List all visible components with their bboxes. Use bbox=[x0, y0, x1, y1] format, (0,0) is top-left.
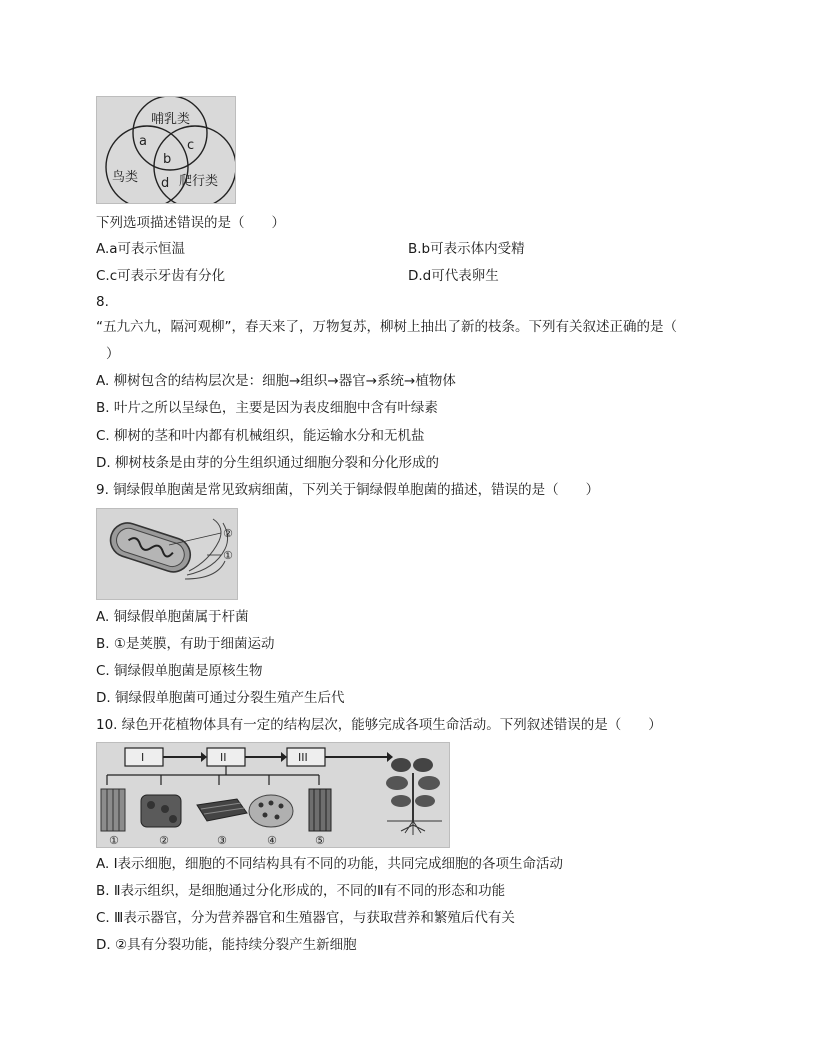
bacterium-svg bbox=[97, 509, 237, 599]
venn-diagram-figure bbox=[96, 96, 236, 204]
q9-stem: 9. 铜绿假单胞菌是常见致病细菌，下列关于铜绿假单胞菌的描述，错误的是（ ） bbox=[96, 482, 600, 498]
q10-option-d: D. ②具有分裂功能，能持续分裂产生新细胞 bbox=[96, 937, 357, 953]
q10-option-a: A. Ⅰ表示细胞，细胞的不同结构具有不同的功能，共同完成细胞的各项生命活动 bbox=[96, 856, 564, 872]
q8-number: 8. bbox=[96, 294, 109, 310]
bird-label: 鸟类 bbox=[112, 170, 139, 185]
plant-hierarchy-svg bbox=[97, 743, 449, 847]
label-1: ① bbox=[223, 549, 233, 562]
region-d-label: d bbox=[161, 176, 170, 191]
q8-option-b: B. 叶片之所以呈绿色，主要是因为表皮细胞中含有叶绿素 bbox=[96, 400, 438, 416]
region-a-label: a bbox=[139, 134, 147, 149]
q9-option-a: A. 铜绿假单胞菌属于杆菌 bbox=[96, 609, 249, 625]
region-b-label: b bbox=[163, 152, 172, 167]
bacterium-figure bbox=[96, 508, 238, 600]
q10-option-c: C. Ⅲ表示器官，分为营养器官和生殖器官，与获取营养和繁殖后代有关 bbox=[96, 910, 515, 926]
q9-option-b: B. ①是荚膜，有助于细菌运动 bbox=[96, 636, 275, 652]
q10-stem: 10. 绿色开花植物体具有一定的结构层次，能够完成各项生命活动。下列叙述错误的是（ ） bbox=[96, 717, 662, 733]
q8-option-c: C. 柳树的茎和叶内都有机械组织，能运输水分和无机盐 bbox=[96, 428, 425, 444]
q9-option-d: D. 铜绿假单胞菌可通过分裂生殖产生后代 bbox=[96, 690, 345, 706]
tissue-1-conducting bbox=[101, 789, 125, 831]
tissue-4-nutrient bbox=[249, 795, 293, 827]
mammal-label: 哺乳类 bbox=[151, 112, 191, 127]
q7-option-d: D.d可代表卵生 bbox=[408, 268, 499, 284]
q8-stem-line1: “五九六九，隔河观柳”，春天来了，万物复苏，柳树上抽出了新的枝条。下列有关叙述正确的是（ bbox=[96, 319, 677, 335]
q8-stem-line2: ） bbox=[106, 346, 120, 362]
q7-option-a: A.a可表示恒温 bbox=[96, 241, 186, 257]
q7-stem: 下列选项描述错误的是（ ） bbox=[96, 215, 285, 231]
box-2-label: II bbox=[220, 751, 227, 764]
plant-hierarchy-figure bbox=[96, 742, 450, 848]
reptile-label: 爬行类 bbox=[179, 174, 219, 189]
label-2: ② bbox=[223, 527, 233, 540]
tissue-label-3: ③ bbox=[217, 834, 227, 847]
tissue-label-4: ④ bbox=[267, 834, 277, 847]
tissue-label-2: ② bbox=[159, 834, 169, 847]
tissue-label-5: ⑤ bbox=[315, 834, 325, 847]
q10-option-b: B. Ⅱ表示组织，是细胞通过分化形成的，不同的Ⅱ有不同的形态和功能 bbox=[96, 883, 506, 899]
q7-option-c: C.c可表示牙齿有分化 bbox=[96, 268, 226, 284]
tissue-label-1: ① bbox=[109, 834, 119, 847]
region-c-label: c bbox=[187, 138, 195, 153]
box-1-label: I bbox=[141, 751, 145, 764]
box-3-label: III bbox=[298, 751, 308, 764]
q8-option-a: A. 柳树包含的结构层次是：细胞→组织→器官→系统→植物体 bbox=[96, 373, 456, 389]
tissue-2-meristem bbox=[141, 795, 181, 827]
q8-option-d: D. 柳树枝条是由芽的分生组织通过细胞分裂和分化形成的 bbox=[96, 455, 439, 471]
venn-diagram-svg bbox=[97, 97, 235, 203]
tissue-5-mechanical bbox=[309, 789, 331, 831]
q9-option-c: C. 铜绿假单胞菌是原核生物 bbox=[96, 663, 263, 679]
q7-option-b: B.b可表示体内受精 bbox=[408, 241, 525, 257]
